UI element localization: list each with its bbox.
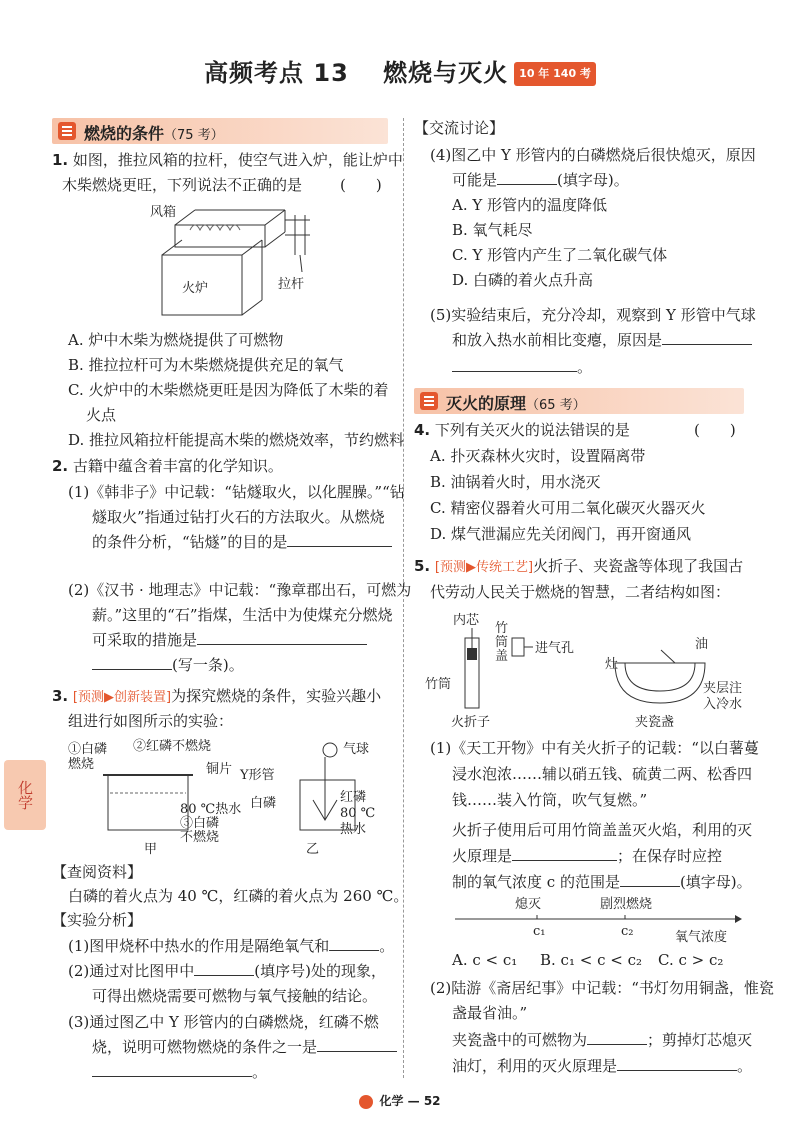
answer-blank[interactable] xyxy=(662,330,752,345)
answer-blank[interactable] xyxy=(197,630,367,645)
fig-caption: 火折子 xyxy=(451,715,491,730)
section-header-conditions xyxy=(52,118,388,144)
option: C. 精密仪器着火可用二氧化碳灭火器灭火 xyxy=(430,499,706,517)
answer-blank[interactable] xyxy=(452,357,577,372)
q2-p1-line xyxy=(92,532,392,552)
q2-p1-line: (1)《韩非子》中记载：“钻燧取火，以化腥臊。”“钻 xyxy=(68,483,405,501)
tick-label: c₂ xyxy=(621,924,634,939)
question-4 xyxy=(414,420,630,440)
question-text: 古籍中蕴含着丰富的化学知识。 xyxy=(72,457,283,475)
q2-p2-line: 薪。”这里的“石”指煤，生活中为使煤充分燃烧 xyxy=(92,606,393,624)
option: C. Y 形管内产生了二氧化碳气体 xyxy=(452,246,668,264)
text: (填字母)。 xyxy=(679,873,752,891)
question-5-line-2: 代劳动人民关于燃烧的智慧，二者结构如图： xyxy=(430,583,731,601)
text: (填序号)处的现象， xyxy=(254,962,386,980)
text: 和放入热水前相比变瘪，原因是 xyxy=(452,331,663,349)
fig-label: 盖 xyxy=(495,649,509,664)
q5-p1-line: 浸水泡浓……辅以硝五钱、硫黄二两、松香四 xyxy=(452,765,753,783)
fig-label: 火炉 xyxy=(182,281,209,296)
q3-p3-line xyxy=(92,1037,397,1057)
exam-count-badge: 10 年 140 考 xyxy=(514,62,596,86)
question-text: 为探究燃烧的条件，实验兴趣小 xyxy=(171,687,382,705)
q3-p2-line: 可得出燃烧需要可燃物与氧气接触的结论。 xyxy=(92,987,378,1005)
phosphorus-experiment-figure xyxy=(68,735,388,855)
question-number: 2. xyxy=(52,457,69,475)
fig-label: 内芯 xyxy=(453,613,480,628)
text: 火原理是 xyxy=(452,847,513,865)
fig-label: 燃烧 xyxy=(68,757,95,772)
fig-label: 80 ℃ xyxy=(340,806,376,821)
q3-p4-line xyxy=(452,170,629,190)
section-header-extinguish xyxy=(414,388,744,414)
answer-blank[interactable] xyxy=(317,1037,397,1052)
text: (填字母)。 xyxy=(557,171,629,189)
q3-p1: (1)图甲烧杯中热水的作用是隔绝氧气和 。 xyxy=(68,937,395,955)
q2-p2-line: (2)《汉书 · 地理志》中记载：“豫章郡出石，可燃为 xyxy=(68,581,412,599)
q5-p2-line: 盏最省油。” xyxy=(452,1004,528,1022)
question-number: 4. xyxy=(414,421,431,439)
text: (写一条)。 xyxy=(172,656,244,674)
text: ；剪掉灯芯熄灭 xyxy=(647,1031,753,1049)
question-3-line-1 xyxy=(52,686,381,708)
q5-p1-line: 火折子使用后可用竹筒盖盖灭火焰，利用的灭 xyxy=(452,821,753,839)
subject-side-tab: 化学 xyxy=(4,760,46,830)
text: 油灯，利用的灭火原理是 xyxy=(452,1057,618,1075)
fire-starter-and-lamp-figure xyxy=(425,608,745,733)
answer-blank[interactable] xyxy=(92,1062,252,1077)
text: (1)图甲烧杯中热水的作用是隔绝氧气和 xyxy=(68,937,330,955)
question-1-line-1 xyxy=(52,150,403,170)
publisher-logo-icon xyxy=(359,1095,373,1109)
question-number: 1. xyxy=(52,151,69,169)
option: C. 火炉中的木柴燃烧更旺是因为降低了木柴的着 xyxy=(68,381,389,399)
fig-caption: 甲 xyxy=(144,842,158,855)
subheading: 【交流讨论】 xyxy=(414,119,505,137)
option: D. 煤气泄漏应先关闭阀门，再开窗通风 xyxy=(430,525,692,543)
q5-p1-line: 钱……装入竹筒，吹气复燃。” xyxy=(452,791,648,809)
q5-p1-line xyxy=(452,872,752,892)
fig-label: Y形管 xyxy=(240,768,275,783)
answer-blank[interactable] xyxy=(329,936,379,951)
fig-label: 竹 xyxy=(495,621,509,636)
option: D. 推拉风箱拉杆能提高木柴的燃烧效率，节约燃料 xyxy=(68,431,405,449)
axis-label: 氧气浓度 xyxy=(675,930,728,945)
answer-blank[interactable] xyxy=(92,655,172,670)
fig-label: 油 xyxy=(695,637,709,652)
book-icon xyxy=(420,392,438,410)
subheading: 【查阅资料】 xyxy=(52,863,143,881)
q5-p2-line: (2)陆游《斋居纪事》中记载：“书灯勿用铜盏，惟瓷 xyxy=(430,979,774,997)
section-note: （75 考） xyxy=(164,128,224,143)
text: 制的氧气浓度 c 的范围是 xyxy=(452,873,620,891)
q3-p5-line: 。 xyxy=(452,357,592,377)
option-cont: 火点 xyxy=(86,406,117,424)
option: D. 白磷的着火点升高 xyxy=(452,271,594,289)
q2-p2-line xyxy=(92,655,244,675)
q3-p3-line: 。 xyxy=(92,1062,267,1082)
q5-p1-line xyxy=(452,846,722,866)
q3-p5-line xyxy=(452,330,752,350)
text: 夹瓷盏中的可燃物为 xyxy=(452,1031,588,1049)
bellows-stove-figure xyxy=(150,200,330,320)
fig-label: 进气孔 xyxy=(535,641,575,656)
page-title xyxy=(0,59,800,87)
answer-paren: ( ) xyxy=(340,176,382,194)
text: 烧，说明可燃物燃烧的条件之一是 xyxy=(92,1038,318,1056)
section-title: 燃烧的条件 xyxy=(84,124,165,143)
fig-label: 竹筒 xyxy=(425,677,452,692)
option: B. 油锅着火时，用水浇灭 xyxy=(430,473,601,491)
text: 可采取的措施是 xyxy=(92,631,198,649)
option: B. 推拉拉杆可为木柴燃烧提供充足的氧气 xyxy=(68,356,344,374)
fig-label: ③白磷 xyxy=(180,816,220,831)
section-note: （65 考） xyxy=(526,398,586,413)
fig-label: 气球 xyxy=(343,742,370,757)
question-5-line-1 xyxy=(414,556,743,578)
option: A. 炉中木柴为燃烧提供了可燃物 xyxy=(68,331,284,349)
answer-blank[interactable] xyxy=(587,1030,647,1045)
question-text: 木柴燃烧更旺，下列说法不正确的是 xyxy=(62,176,303,194)
fig-label: 白磷 xyxy=(250,796,277,811)
text: ；在保存时应控 xyxy=(617,847,723,865)
q3-p2 xyxy=(68,961,386,981)
fig-label: 灶 xyxy=(605,657,619,672)
question-1-line-2 xyxy=(62,175,302,195)
option: A. c < c₁ xyxy=(452,951,518,969)
q5-p2-line xyxy=(452,1030,752,1050)
page-number: 化学 — 52 xyxy=(379,1094,441,1108)
answer-blank[interactable] xyxy=(287,532,392,547)
fig-label: 铜片 xyxy=(206,762,233,777)
text: 的条件分析，“钻燧”的目的是 xyxy=(92,533,288,551)
subheading: 【实验分析】 xyxy=(52,911,143,929)
book-icon xyxy=(58,122,76,140)
option: B. 氧气耗尽 xyxy=(452,221,533,239)
fig-label: ②红磷不燃烧 xyxy=(133,739,212,754)
fig-label: 入冷水 xyxy=(703,697,743,712)
question-2 xyxy=(52,456,283,476)
tick-label: c₁ xyxy=(533,924,546,939)
answer-blank[interactable] xyxy=(512,846,617,861)
question-3-line-2: 组进行如图所示的实验： xyxy=(68,712,234,730)
title-text: 高频考点 13 燃烧与灭火 xyxy=(204,59,509,87)
oxygen-concentration-axis xyxy=(455,893,745,945)
axis-label: 熄灭 xyxy=(515,897,542,912)
question-text: 如图，推拉风箱的拉杆，使空气进入炉，能让炉中 xyxy=(72,151,403,169)
fig-label: 不燃烧 xyxy=(180,830,220,845)
fig-label: 热水 xyxy=(340,822,367,837)
question-text: 火折子、夹瓷盏等体现了我国古 xyxy=(533,557,744,575)
option: A. 扑灭森林火灾时，设置隔离带 xyxy=(430,447,646,465)
fig-label: 红磷 xyxy=(340,790,367,805)
prediction-tag: [预测▶传统工艺] xyxy=(434,560,534,575)
fig-label: 筒 xyxy=(495,635,509,650)
option: C. c > c₂ xyxy=(658,951,724,969)
prediction-tag: [预测▶创新装置] xyxy=(72,690,172,705)
answer-blank[interactable] xyxy=(497,170,557,185)
reference-data: 白磷的着火点为 40 ℃，红磷的着火点为 260 ℃。 xyxy=(68,887,409,905)
page-footer xyxy=(0,1092,800,1109)
q2-p1-line: 燧取火”指通过钻打火石的方法取火。从燃烧 xyxy=(92,508,385,526)
question-number: 3. xyxy=(52,687,69,705)
question-number: 5. xyxy=(414,557,431,575)
q3-p3-line: (3)通过图乙中 Y 形管内的白磷燃烧，红磷不燃 xyxy=(68,1013,379,1031)
fig-label: ①白磷 xyxy=(68,742,108,757)
fig-caption: 夹瓷盏 xyxy=(635,715,675,730)
fig-label: 夹层注 xyxy=(703,681,743,696)
q5-p2-line: 油灯，利用的灭火原理是 。 xyxy=(452,1057,753,1075)
question-text: 下列有关灭火的说法错误的是 xyxy=(434,421,630,439)
axis-label: 剧烈燃烧 xyxy=(600,897,653,912)
fig-label: 拉杆 xyxy=(278,277,305,292)
q2-p2-line xyxy=(92,630,367,650)
q3-p4-line: (4)图乙中 Y 形管内的白磷燃烧后很快熄灭，原因 xyxy=(430,146,756,164)
section-title: 灭火的原理 xyxy=(446,394,527,413)
text: (2)通过对比图甲中 xyxy=(68,962,195,980)
answer-blank[interactable] xyxy=(620,872,680,887)
option: A. Y 形管内的温度降低 xyxy=(452,196,608,214)
fig-label: 80 ℃热水 xyxy=(180,802,242,817)
fig-label: 风箱 xyxy=(150,205,177,220)
q5-p1-line: (1)《天工开物》中有关火折子的记载：“以白薯蔓 xyxy=(430,739,759,757)
text: 可能是 xyxy=(452,171,498,189)
answer-paren: ( ) xyxy=(694,421,736,439)
fig-caption: 乙 xyxy=(306,842,320,855)
answer-blank[interactable] xyxy=(194,961,254,976)
answer-blank[interactable] xyxy=(617,1056,737,1071)
q3-p5-line: (5)实验结束后，充分冷却，观察到 Y 形管中气球 xyxy=(430,306,756,324)
option: B. c₁ < c < c₂ xyxy=(540,951,642,969)
